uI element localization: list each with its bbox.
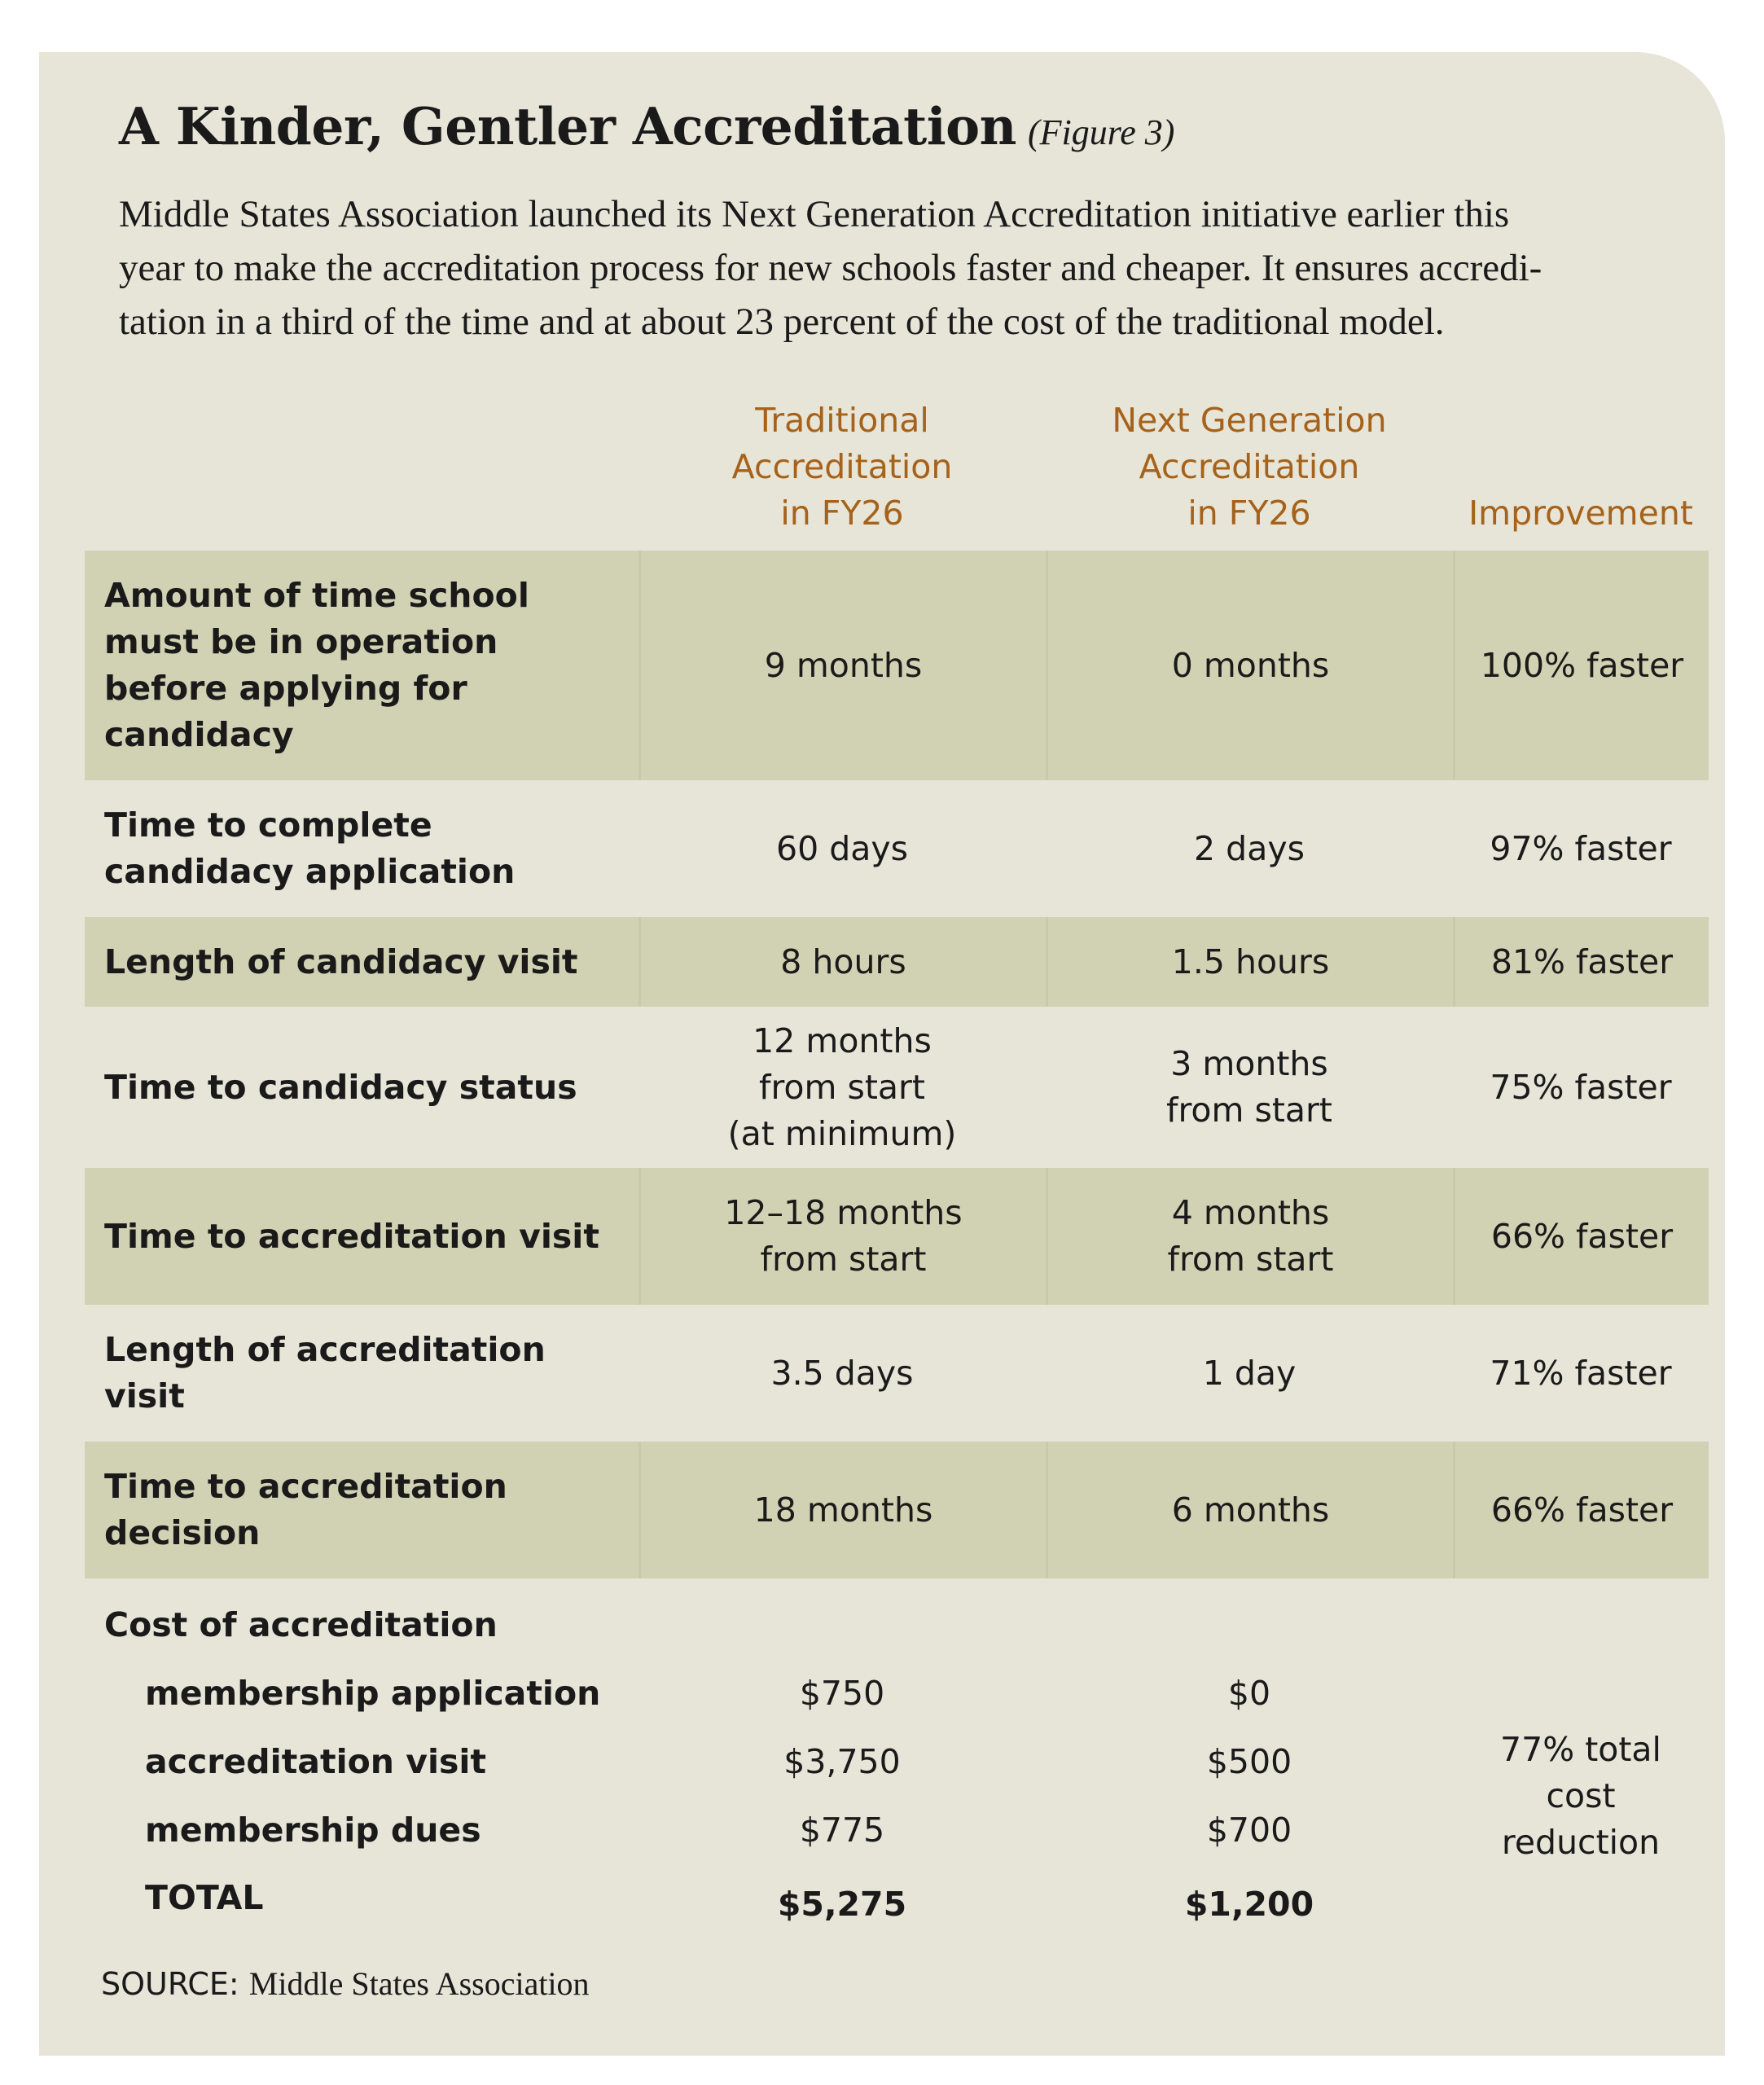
table-row [85, 780, 1709, 917]
row-label: Time to candidacy status [104, 1067, 577, 1107]
source-note: SOURCE: Middle States Association [101, 1965, 590, 2002]
next-gen-value: 3 months from start [1166, 1044, 1332, 1130]
next-gen-value: 1.5 hours [1046, 917, 1453, 1007]
table-row [85, 1305, 1709, 1442]
improvement-value: 66% faster [1453, 1442, 1709, 1578]
improvement-value: 100% faster [1453, 551, 1709, 780]
table-row [85, 1442, 1709, 1578]
row-label: Time to accreditation decision [104, 1467, 507, 1552]
figure-heading [119, 96, 1174, 156]
next-gen-value: 0 months [1046, 551, 1453, 780]
traditional-value: 12 months from start (at minimum) [727, 1021, 957, 1153]
improvement-value: 75% faster [1490, 1067, 1672, 1107]
table-row [85, 1007, 1709, 1168]
header-improvement: Improvement [1468, 494, 1693, 533]
cost-section-title: Cost of accreditation [104, 1605, 498, 1644]
next-gen-value: 6 months [1046, 1442, 1453, 1578]
cost-improvement: 77% total cost reduction [1500, 1730, 1661, 1862]
row-label: Time to complete candidacy application [104, 805, 516, 891]
intro-line: year to make the accreditation process for new schools faster and cheaper. It ensures accredi- [119, 247, 1542, 289]
cost-next-gen-value: $1,200 [1184, 1885, 1314, 1924]
intro-paragraph [119, 187, 1634, 349]
figure-number: (Figure 3) [1027, 112, 1175, 152]
cost-traditional-value: $775 [799, 1811, 885, 1850]
cost-next-gen-value: $0 [1227, 1674, 1271, 1713]
traditional-value: 60 days [776, 828, 908, 868]
cost-item-label: TOTAL [145, 1878, 264, 1917]
source-text: Middle States Association [248, 1965, 590, 2002]
cost-traditional-value: $750 [799, 1674, 885, 1713]
next-gen-value: 2 days [1194, 828, 1305, 868]
cost-next-gen-value: $500 [1206, 1742, 1292, 1781]
traditional-value: 9 months [638, 551, 1046, 780]
next-gen-value: 4 months from start [1046, 1168, 1453, 1305]
improvement-value: 71% faster [1490, 1353, 1672, 1393]
row-label: Time to accreditation visit [104, 1216, 599, 1256]
row-label: Length of candidacy visit [104, 942, 578, 981]
traditional-value: 3.5 days [770, 1353, 914, 1393]
cost-item-label: membership application [145, 1674, 601, 1713]
cost-total [85, 1875, 1709, 1924]
cost-item [85, 1670, 1709, 1717]
cost-traditional-value: $3,750 [783, 1742, 901, 1781]
traditional-value: 18 months [638, 1442, 1046, 1578]
row-label: Length of accreditation visit [104, 1330, 546, 1416]
cost-item-label: accreditation visit [145, 1742, 487, 1781]
table-row [85, 917, 1709, 1007]
traditional-value: 12–18 months from start [638, 1168, 1046, 1305]
improvement-value: 97% faster [1490, 828, 1672, 868]
cost-traditional-value: $5,275 [777, 1885, 907, 1924]
cost-item-label: membership dues [145, 1811, 481, 1850]
table-row [85, 1168, 1709, 1305]
table-row [85, 551, 1709, 780]
header-next-generation: Next Generation Accreditation in FY26 [1112, 401, 1387, 533]
intro-line: Middle States Association launched its Next Generation Accreditation initiative earlier this [119, 193, 1510, 235]
intro-line: tation in a third of the time and at about 23 percent of the cost of the traditional model. [119, 301, 1445, 343]
traditional-value: 8 hours [638, 917, 1046, 1007]
row-label: Amount of time school must be in operation before applying for candidacy [104, 576, 529, 754]
header-traditional: Traditional Accreditation in FY26 [731, 401, 953, 533]
cost-next-gen-value: $700 [1206, 1811, 1292, 1850]
improvement-value: 81% faster [1453, 917, 1709, 1007]
next-gen-value: 1 day [1202, 1353, 1297, 1393]
source-label: SOURCE [101, 1966, 229, 2002]
figure-title: A Kinder, Gentler Accreditation [119, 96, 1016, 156]
improvement-value: 66% faster [1453, 1168, 1709, 1305]
